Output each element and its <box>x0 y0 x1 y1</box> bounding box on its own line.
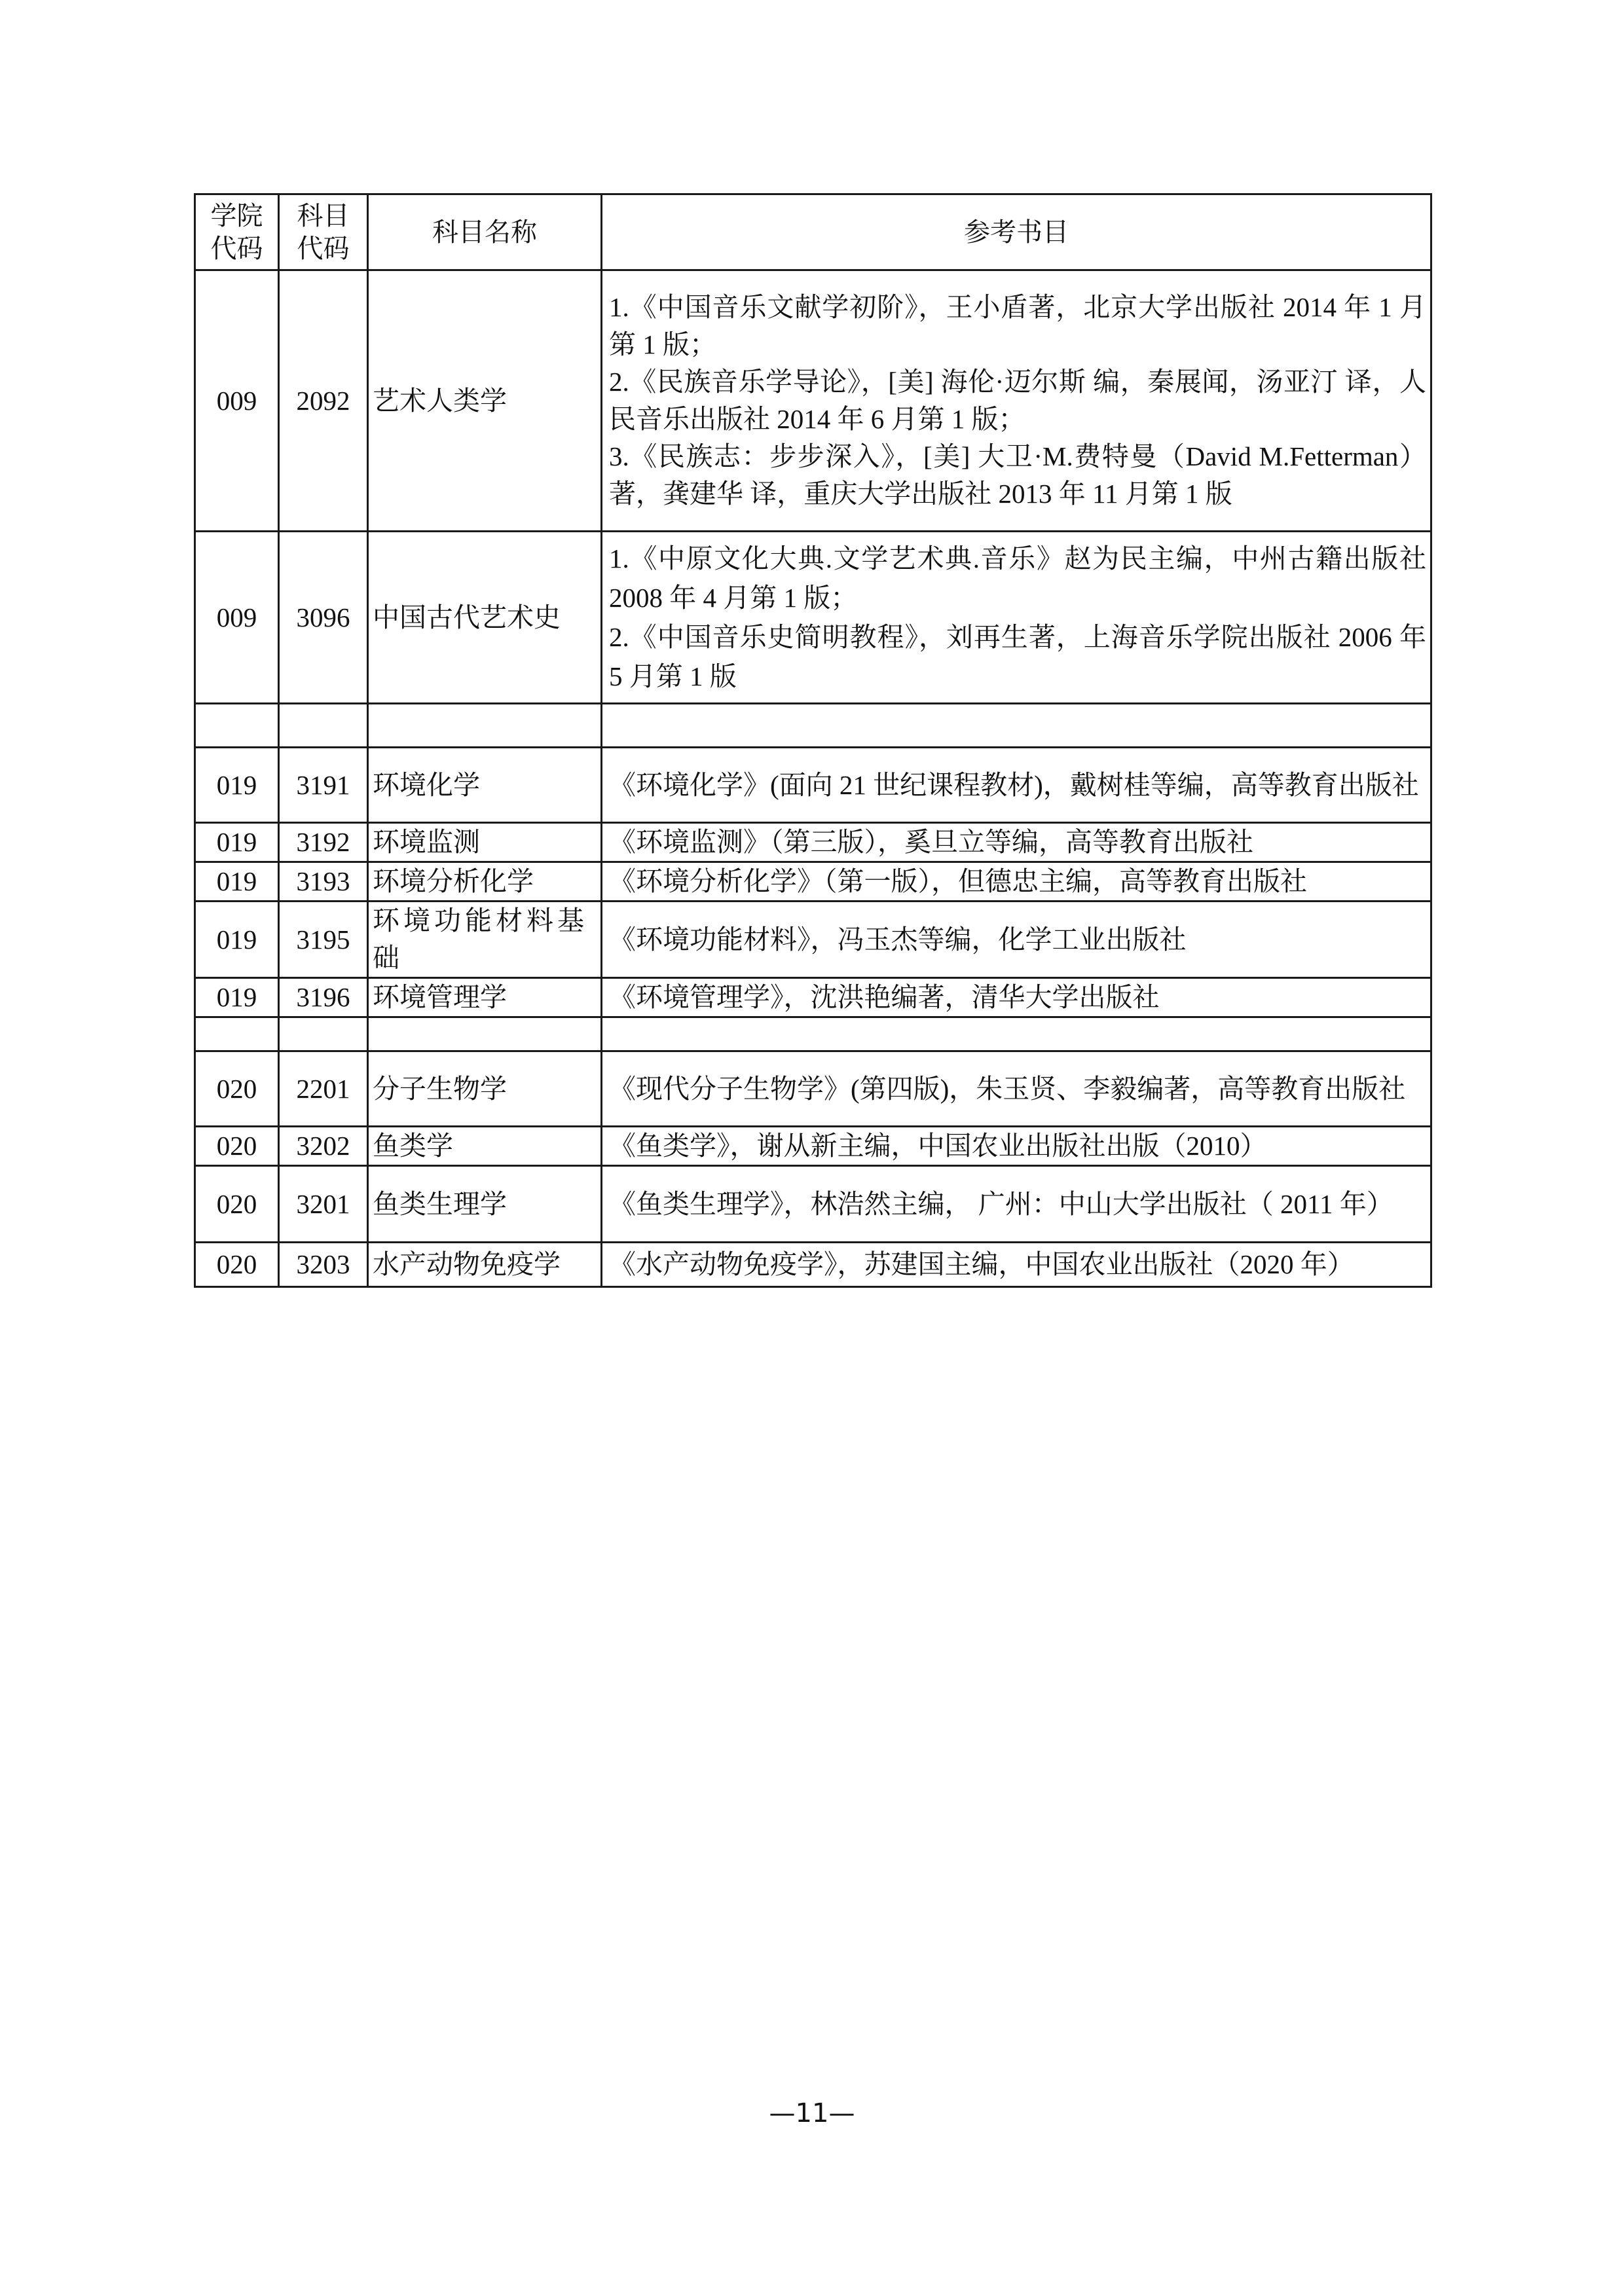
table-row <box>195 1166 1431 1243</box>
reference-books-table <box>194 193 1432 1288</box>
table-row <box>195 748 1431 823</box>
table-row-empty <box>195 1017 1431 1051</box>
subject-name-cell: 环境分析化学 <box>368 862 602 902</box>
college-code-cell: 009 <box>195 270 279 532</box>
references-cell <box>602 1051 1431 1127</box>
table-row <box>195 823 1431 862</box>
college-code-cell <box>195 704 279 748</box>
college-code-cell: 019 <box>195 823 279 862</box>
subject-code-cell: 3201 <box>279 1166 368 1243</box>
references-cell <box>602 1166 1431 1243</box>
subject-code-cell: 2092 <box>279 270 368 532</box>
college-code-cell: 019 <box>195 748 279 823</box>
references-cell <box>602 532 1431 704</box>
references-cell <box>602 270 1431 532</box>
subject-code-cell: 2201 <box>279 1051 368 1127</box>
subject-code-cell: 3202 <box>279 1127 368 1166</box>
table-row <box>195 1127 1431 1166</box>
college-code-cell: 020 <box>195 1243 279 1287</box>
subject-code-cell: 3191 <box>279 748 368 823</box>
subject-name-cell: 环境化学 <box>368 748 602 823</box>
college-code-cell: 009 <box>195 532 279 704</box>
college-code-cell <box>195 1017 279 1051</box>
reference-item: 《鱼类生理学》，林浩然主编， 广州：中山大学出版社（ 2011 年） <box>609 1188 1393 1219</box>
table-row <box>195 532 1431 704</box>
table-row <box>195 1051 1431 1127</box>
table-row <box>195 270 1431 532</box>
subject-name-cell: 环境监测 <box>368 823 602 862</box>
table-row <box>195 978 1431 1017</box>
subject-name-cell: 鱼类生理学 <box>368 1166 602 1243</box>
table-row <box>195 862 1431 902</box>
references-cell <box>602 704 1431 748</box>
page-number: —11— <box>769 2098 855 2128</box>
table-row <box>195 902 1431 978</box>
subject-code-cell <box>279 1017 368 1051</box>
references-cell <box>602 1017 1431 1051</box>
reference-item: 《环境监测》（第三版），奚旦立等编，高等教育出版社 <box>609 827 1253 857</box>
subject-code-cell: 3096 <box>279 532 368 704</box>
reference-item: 1.《中国音乐文献学初阶》，王小盾著，北京大学出版社 2014 年 1 月第 1 版； <box>609 292 1426 359</box>
reference-item: 2.《民族音乐学导论》，[美] 海伦·迈尔斯 编，秦展闻，汤亚汀 译，人民音乐出版社 2014 年 6 月第 1 版； <box>609 367 1426 434</box>
college-code-cell: 019 <box>195 902 279 978</box>
subject-name-cell: 环境功能材料基础 <box>368 902 602 978</box>
reference-item: 《现代分子生物学》(第四版)，朱玉贤、李毅编著，高等教育出版社 <box>609 1073 1406 1104</box>
table-header-row <box>195 194 1431 270</box>
reference-item: 3.《民族志：步步深入》，[美] 大卫·M.费特曼（David M.Fetterman） 著，龚建华 译，重庆大学出版社 2013 年 11 月第 1 版 <box>609 441 1426 509</box>
references-cell <box>602 748 1431 823</box>
subject-name-cell: 水产动物免疫学 <box>368 1243 602 1287</box>
reference-item: 《环境功能材料》，冯玉杰等编，化学工业出版社 <box>609 924 1187 955</box>
college-code-cell: 019 <box>195 978 279 1017</box>
subject-code-cell: 3193 <box>279 862 368 902</box>
subject-name-cell: 鱼类学 <box>368 1127 602 1166</box>
header-references: 参考书目 <box>602 194 1431 270</box>
references-cell <box>602 862 1431 902</box>
header-subject-name: 科目名称 <box>368 194 602 270</box>
reference-item: 《水产动物免疫学》，苏建国主编，中国农业出版社（2020 年） <box>609 1249 1354 1279</box>
college-code-cell: 020 <box>195 1127 279 1166</box>
reference-item: 《鱼类学》，谢从新主编，中国农业出版社出版（2010） <box>609 1131 1267 1161</box>
reference-item: 《环境管理学》，沈洪艳编著，清华大学出版社 <box>609 982 1160 1012</box>
college-code-cell: 020 <box>195 1051 279 1127</box>
subject-code-cell: 3203 <box>279 1243 368 1287</box>
reference-item: 1.《中原文化大典.文学艺术典.音乐》赵为民主编，中州古籍出版社 2008 年 4 月第 1 版； <box>609 543 1426 613</box>
subject-code-cell: 3192 <box>279 823 368 862</box>
college-code-cell: 019 <box>195 862 279 902</box>
header-college-code: 学院 代码 <box>195 194 279 270</box>
table-row-empty <box>195 704 1431 748</box>
header-subject-code: 科目 代码 <box>279 194 368 270</box>
subject-name-cell: 艺术人类学 <box>368 270 602 532</box>
subject-name-cell: 环境管理学 <box>368 978 602 1017</box>
subject-code-cell: 3195 <box>279 902 368 978</box>
table-row <box>195 1243 1431 1287</box>
college-code-cell: 020 <box>195 1166 279 1243</box>
references-cell <box>602 1127 1431 1166</box>
reference-item: 《环境化学》(面向 21 世纪课程教材)，戴树桂等编，高等教育出版社 <box>609 769 1419 800</box>
reference-item: 2.《中国音乐史简明教程》，刘再生著，上海音乐学院出版社 2006 年 5 月第 1 版 <box>609 622 1426 691</box>
subject-name-cell <box>368 1017 602 1051</box>
subject-name-cell: 中国古代艺术史 <box>368 532 602 704</box>
subject-name-cell: 分子生物学 <box>368 1051 602 1127</box>
references-cell <box>602 978 1431 1017</box>
subject-code-cell: 3196 <box>279 978 368 1017</box>
subject-code-cell <box>279 704 368 748</box>
reference-item: 《环境分析化学》（第一版），但德忠主编，高等教育出版社 <box>609 866 1307 896</box>
references-cell <box>602 1243 1431 1287</box>
subject-name-cell <box>368 704 602 748</box>
references-cell <box>602 823 1431 862</box>
references-cell <box>602 902 1431 978</box>
